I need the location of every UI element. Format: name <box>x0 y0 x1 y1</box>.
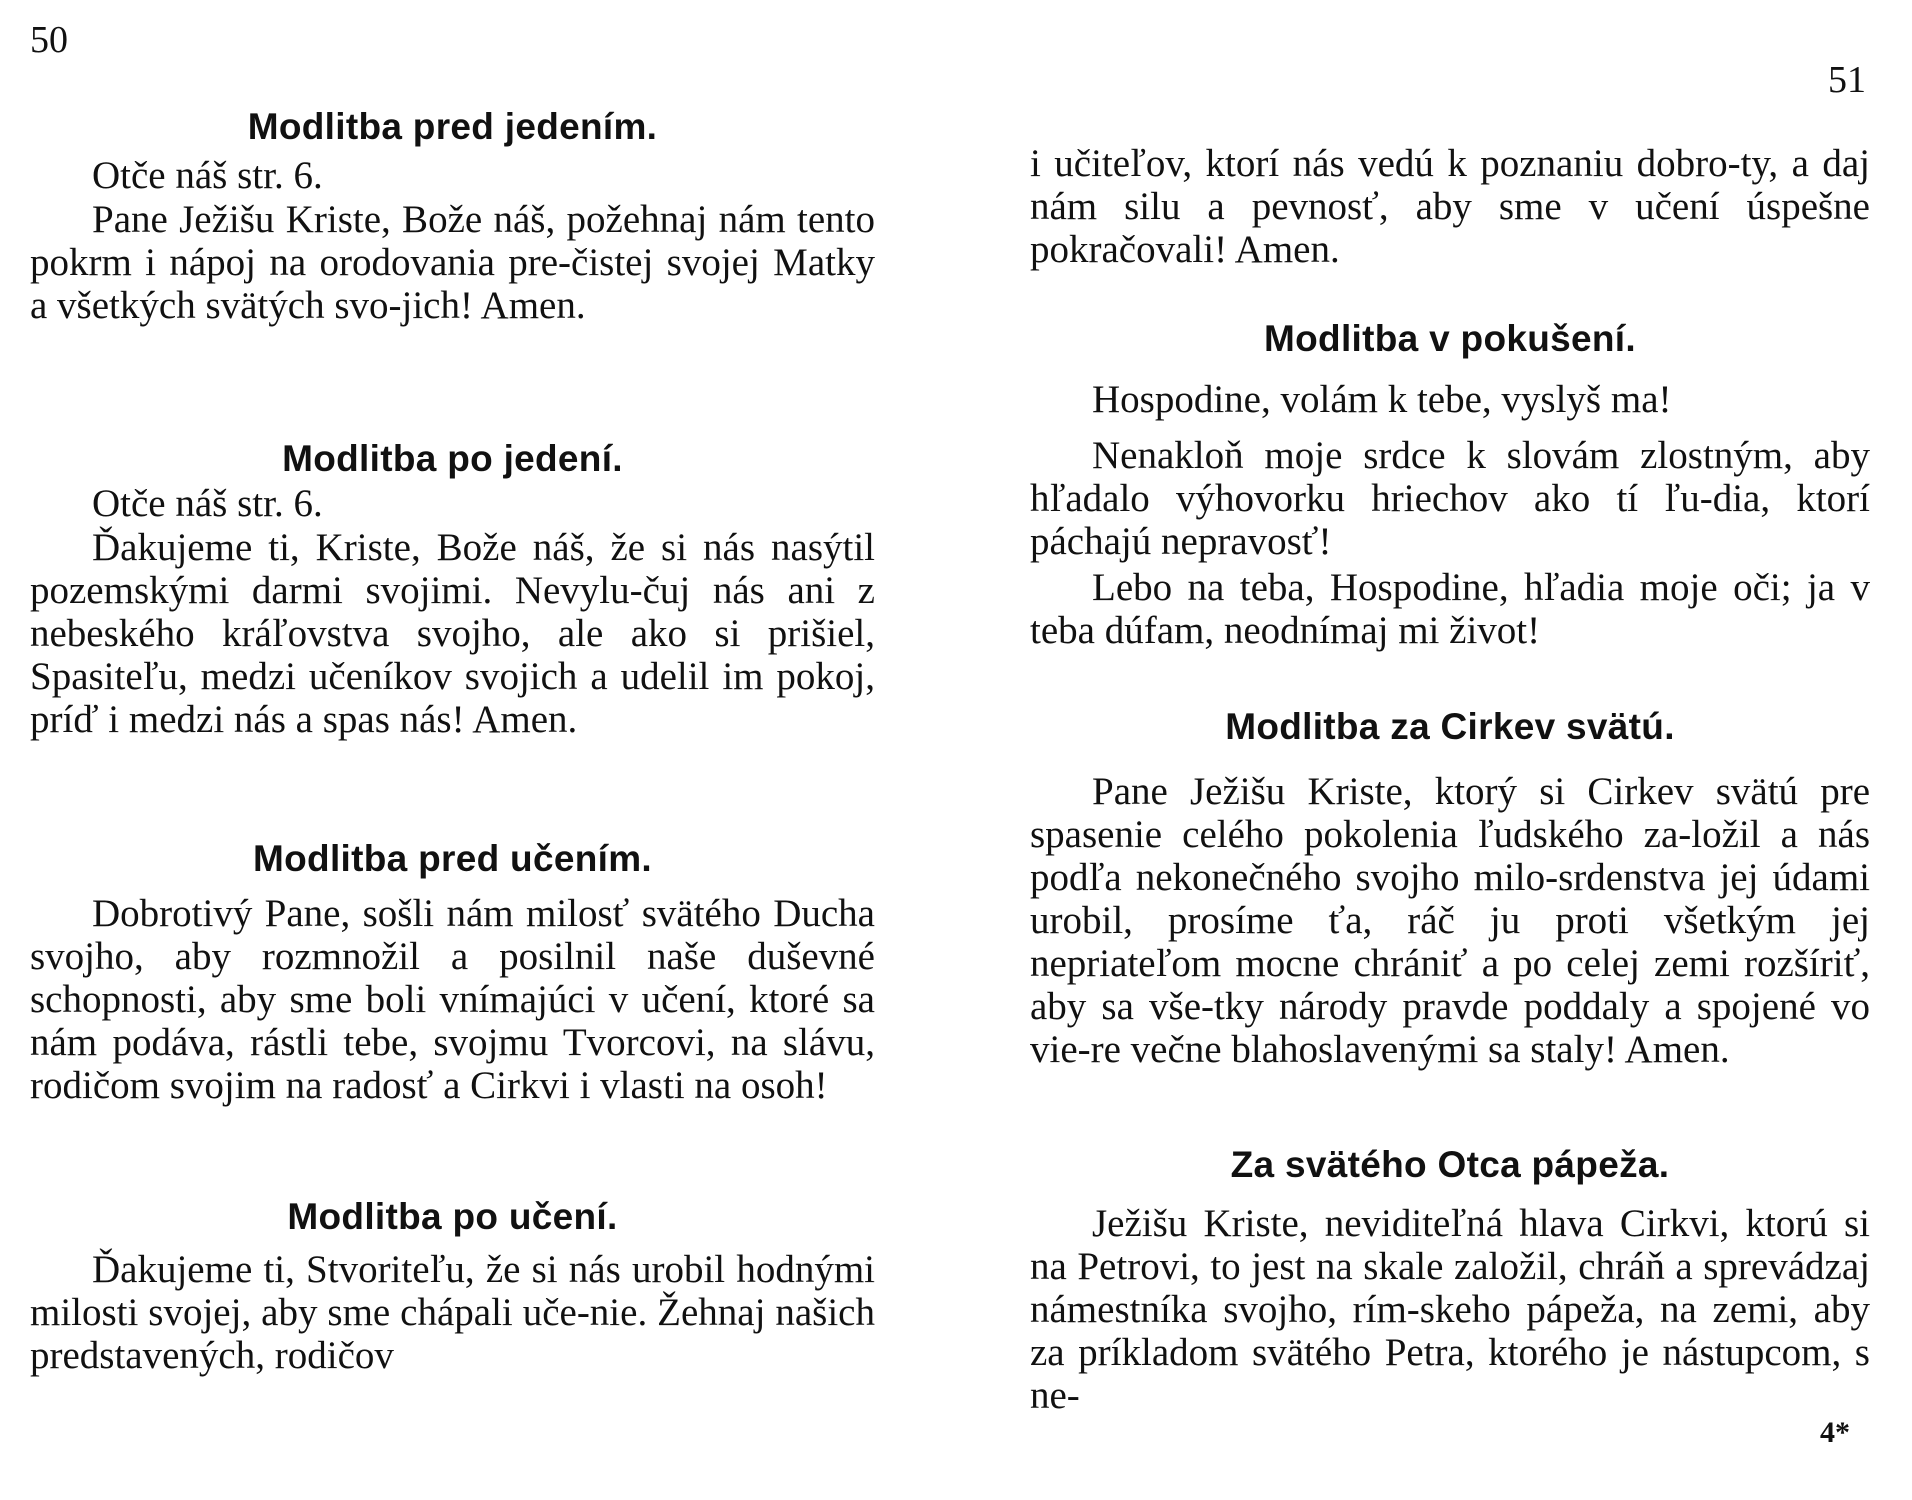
heading-prayer-before-study: Modlitba pred učením. <box>253 838 652 879</box>
heading-prayer-for-pope: Za svätého Otca pápeža. <box>1230 1144 1670 1185</box>
page-number: 50 <box>30 19 68 61</box>
paragraph: Ďakujeme ti, Kriste, Bože náš, že si nás nasýtil pozemskými darmi svojimi. Nevylu-čuj nás ani z nebeského kráľovstva svojho, ale ako si prišiel, Spasiteľu, medzi učeníkov svojich a udelil im pokoj, príď i medzi nás a spas nás! Amen. <box>30 526 875 741</box>
paragraph: Pane Ježišu Kriste, Bože náš, požehnaj nám tento pokrm i nápoj na orodovania pre-čistej svojej Matky a všetkých svätých svo-jich! Amen. <box>30 198 875 327</box>
paragraph: Ďakujeme ti, Stvoriteľu, že si nás urobil hodnými milosti svojej, aby sme chápali uče-nie. Žehnaj našich predstavených, rodičov <box>30 1248 875 1377</box>
heading-prayer-after-study: Modlitba po učení. <box>287 1196 618 1237</box>
heading-prayer-in-temptation: Modlitba v pokušení. <box>1264 318 1636 359</box>
paragraph: Lebo na teba, Hospodine, hľadia moje oči; ja v teba dúfam, neodnímaj mi život! <box>1030 566 1870 652</box>
paragraph: Nenakloň moje srdce k slovám zlostným, aby hľadalo výhovorku hriechov ako tí ľu-dia, ktorí páchajú nepravosť! <box>1030 434 1870 563</box>
paragraph: Otče náš str. 6. <box>92 482 323 525</box>
signature-mark: 4* <box>1820 1416 1850 1449</box>
paragraph: Ježišu Kriste, neviditeľná hlava Cirkvi, ktorú si na Petrovi, to jest na skale založil, chráň a sprevádzaj námestníka svojho, rím-skeho pápeža, na zemi, aby za príkladom svätého Petra, ktorého je nástupcom, s ne- <box>1030 1202 1870 1417</box>
page-number: 51 <box>1828 59 1866 101</box>
paragraph: Hospodine, volám k tebe, vyslyš ma! <box>1092 378 1672 421</box>
heading-prayer-before-meal: Modlitba pred jedením. <box>247 106 658 147</box>
heading-prayer-for-church: Modlitba za Cirkev svätú. <box>1225 706 1675 747</box>
paragraph: Pane Ježišu Kriste, ktorý si Cirkev svätú pre spasenie celého pokolenia ľudského za-ložil a nás podľa nekonečného svojho milo-srdenstva jej údami urobil, prosíme ťa, ráč ju proti všetkým jej nepriateľom mocne chrániť a po celej zemi rozšíriť, aby sa vše-tky národy pravde poddaly a spojené vo vie-re večne blahoslavenými sa staly! Amen. <box>1030 770 1870 1071</box>
paragraph: i učiteľov, ktorí nás vedú k poznaniu dobro-ty, a daj nám silu a pevnosť, aby sme v učení úspešne pokračovali! Amen. <box>1030 142 1870 271</box>
paragraph: Otče náš str. 6. <box>92 154 323 197</box>
heading-prayer-after-meal: Modlitba po jedení. <box>282 438 623 479</box>
paragraph: Dobrotivý Pane, sošli nám milosť svätého Ducha svojho, aby rozmnožil a posilnil naše duševné schopnosti, aby sme boli vnímajúci v učení, ktoré sa nám podáva, rástli tebe, svojmu Tvorcovi, na slávu, rodičom svojim na radosť a Cirkvi i vlasti na osoh! <box>30 892 875 1107</box>
